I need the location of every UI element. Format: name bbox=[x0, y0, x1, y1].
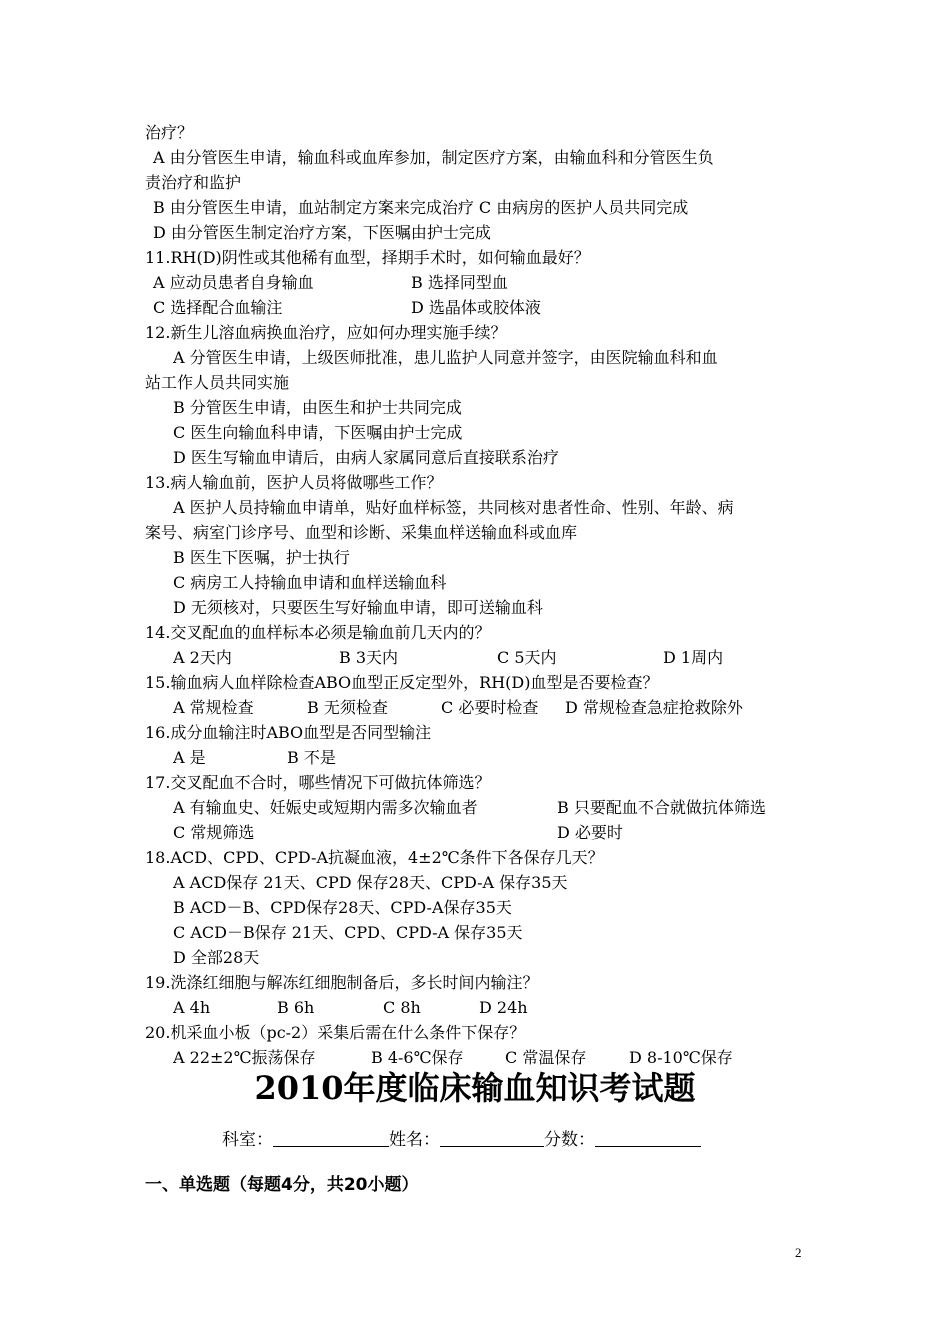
q14-question: 14.交叉配血的血样标本必须是输血前几天内的？ bbox=[145, 623, 491, 642]
q18-option-d: D 全部28天 bbox=[173, 948, 260, 967]
q15-option-b: B 无须检查 bbox=[307, 698, 388, 717]
q18-question: 18.ACD、CPD、CPD-A抗凝血液，4±2℃条件下各保存几天？ bbox=[145, 848, 604, 867]
q11-option-b: B 选择同型血 bbox=[411, 273, 508, 292]
q12-option-a: A 分管医生申请，上级医师批准，患儿监护人同意并签字，由医院输血科和血 bbox=[173, 348, 718, 367]
q12-option-d: D 医生写输血申请后，由病人家属同意后直接联系治疗 bbox=[173, 448, 559, 467]
q14-option-d: D 1周内 bbox=[663, 648, 724, 667]
q17-question: 17.交叉配血不合时，哪些情况下可做抗体筛选？ bbox=[145, 773, 491, 792]
q18-option-c: C ACD－B保存 21天、CPD、CPD-A 保存35天 bbox=[173, 923, 523, 942]
q15-option-c: C 必要时检查 bbox=[441, 698, 539, 717]
q11-options-row2 bbox=[145, 295, 815, 320]
q12-option-a-cont: 站工作人员共同实施 bbox=[145, 373, 290, 392]
q20-option-c: C 常温保存 bbox=[505, 1048, 587, 1067]
q19-option-c: C 8h bbox=[383, 998, 421, 1017]
q17-option-a: A 有输血史、妊娠史或短期内需多次输血者 bbox=[173, 798, 478, 817]
q20-option-a: A 22±2℃振荡保存 bbox=[173, 1048, 316, 1067]
q12-option-b: B 分管医生申请，由医生和护士共同完成 bbox=[173, 398, 462, 417]
q19-options bbox=[145, 995, 815, 1020]
q17-option-d: D 必要时 bbox=[557, 823, 623, 842]
q15-option-d: D 常规检查急症抢救除外 bbox=[565, 698, 743, 717]
exam-header-fields bbox=[222, 1128, 701, 1152]
q17-options-row2 bbox=[145, 820, 815, 845]
question-list bbox=[145, 120, 815, 1070]
score-label: 分数： bbox=[544, 1130, 595, 1150]
q10-option-a-cont: 责治疗和监护 bbox=[145, 173, 242, 192]
q13-option-a: A 医护人员持输血申请单，贴好血样标签，共同核对患者性命、性别、年龄、病 bbox=[173, 498, 734, 517]
q16-question: 16.成分血输注时ABO血型是否同型输注 bbox=[145, 723, 432, 742]
q12-question: 12.新生儿溶血病换血治疗，应如何办理实施手续？ bbox=[145, 323, 507, 342]
q10-option-bc: B 由分管医生申请，血站制定方案来完成治疗 C 由病房的医护人员共同完成 bbox=[153, 198, 689, 217]
q13-option-d: D 无须核对，只要医生写好输血申请，即可送输血科 bbox=[173, 598, 543, 617]
q11-option-c: C 选择配合血输注 bbox=[153, 298, 283, 317]
q11-options-row1 bbox=[145, 270, 815, 295]
q15-question: 15.输血病人血样除检查ABO血型正反定型外，RH(D)血型是否要检查？ bbox=[145, 673, 659, 692]
q18-option-a: A ACD保存 21天、CPD 保存28天、CPD-A 保存35天 bbox=[173, 873, 568, 892]
q10-option-a: A 由分管医生申请，输血科或血库参加，制定医疗方案，由输血科和分管医生负 bbox=[153, 148, 714, 167]
q13-option-b: B 医生下医嘱，护士执行 bbox=[173, 548, 350, 567]
q16-option-b: B 不是 bbox=[287, 748, 336, 767]
q14-option-b: B 3天内 bbox=[339, 648, 399, 667]
q10-option-d: D 由分管医生制定治疗方案，下医嘱由护士完成 bbox=[153, 223, 491, 242]
q13-question: 13.病人输血前，医护人员将做哪些工作？ bbox=[145, 473, 443, 492]
q16-options bbox=[145, 745, 815, 770]
q20-question: 20.机采血小板（pc-2）采集后需在什么条件下保存？ bbox=[145, 1023, 526, 1042]
q19-question: 19.洗涤红细胞与解冻红细胞制备后，多长时间内输注？ bbox=[145, 973, 539, 992]
dept-label: 科室： bbox=[222, 1130, 273, 1150]
q14-options bbox=[145, 645, 815, 670]
q17-option-b: B 只要配血不合就做抗体筛选 bbox=[557, 798, 766, 817]
q14-option-a: A 2天内 bbox=[173, 648, 232, 667]
name-label: 姓名： bbox=[389, 1130, 440, 1150]
q13-option-a-cont: 案号、病室门诊序号、血型和诊断、采集血样送输血科或血库 bbox=[145, 523, 578, 542]
q10-tail-line: 治疗？ bbox=[145, 123, 194, 142]
exam-title: 2010年度临床输血知识考试题 bbox=[254, 1069, 696, 1107]
q17-option-c: C 常规筛选 bbox=[173, 823, 255, 842]
q20-option-b: B 4-6℃保存 bbox=[371, 1048, 464, 1067]
q11-question: 11.RH(D)阴性或其他稀有血型，择期手术时，如何输血最好？ bbox=[145, 248, 590, 267]
name-field[interactable] bbox=[440, 1128, 544, 1147]
q20-option-d: D 8-10℃保存 bbox=[629, 1048, 733, 1067]
q13-option-c: C 病房工人持输血申请和血样送输血科 bbox=[173, 573, 447, 592]
q18-option-b: B ACD－B、CPD保存28天、CPD-A保存35天 bbox=[173, 898, 512, 917]
q17-options-row1 bbox=[145, 795, 815, 820]
q15-option-a: A 常规检查 bbox=[173, 698, 254, 717]
q19-option-b: B 6h bbox=[277, 998, 315, 1017]
q11-option-d: D 选晶体或胶体液 bbox=[411, 298, 541, 317]
score-field[interactable] bbox=[595, 1128, 701, 1147]
page-number: 2 bbox=[795, 1245, 802, 1260]
dept-field[interactable] bbox=[273, 1128, 389, 1147]
q16-option-a: A 是 bbox=[173, 748, 206, 767]
section-heading: 一、单选题（每题4分，共20小题） bbox=[145, 1175, 419, 1195]
q19-option-d: D 24h bbox=[479, 998, 528, 1017]
q12-option-c: C 医生向输血科申请，下医嘱由护士完成 bbox=[173, 423, 463, 442]
q19-option-a: A 4h bbox=[173, 998, 211, 1017]
q15-options bbox=[145, 695, 815, 720]
q20-options bbox=[145, 1045, 815, 1070]
q14-option-c: C 5天内 bbox=[497, 648, 557, 667]
q11-option-a: A 应动员患者自身输血 bbox=[153, 273, 314, 292]
